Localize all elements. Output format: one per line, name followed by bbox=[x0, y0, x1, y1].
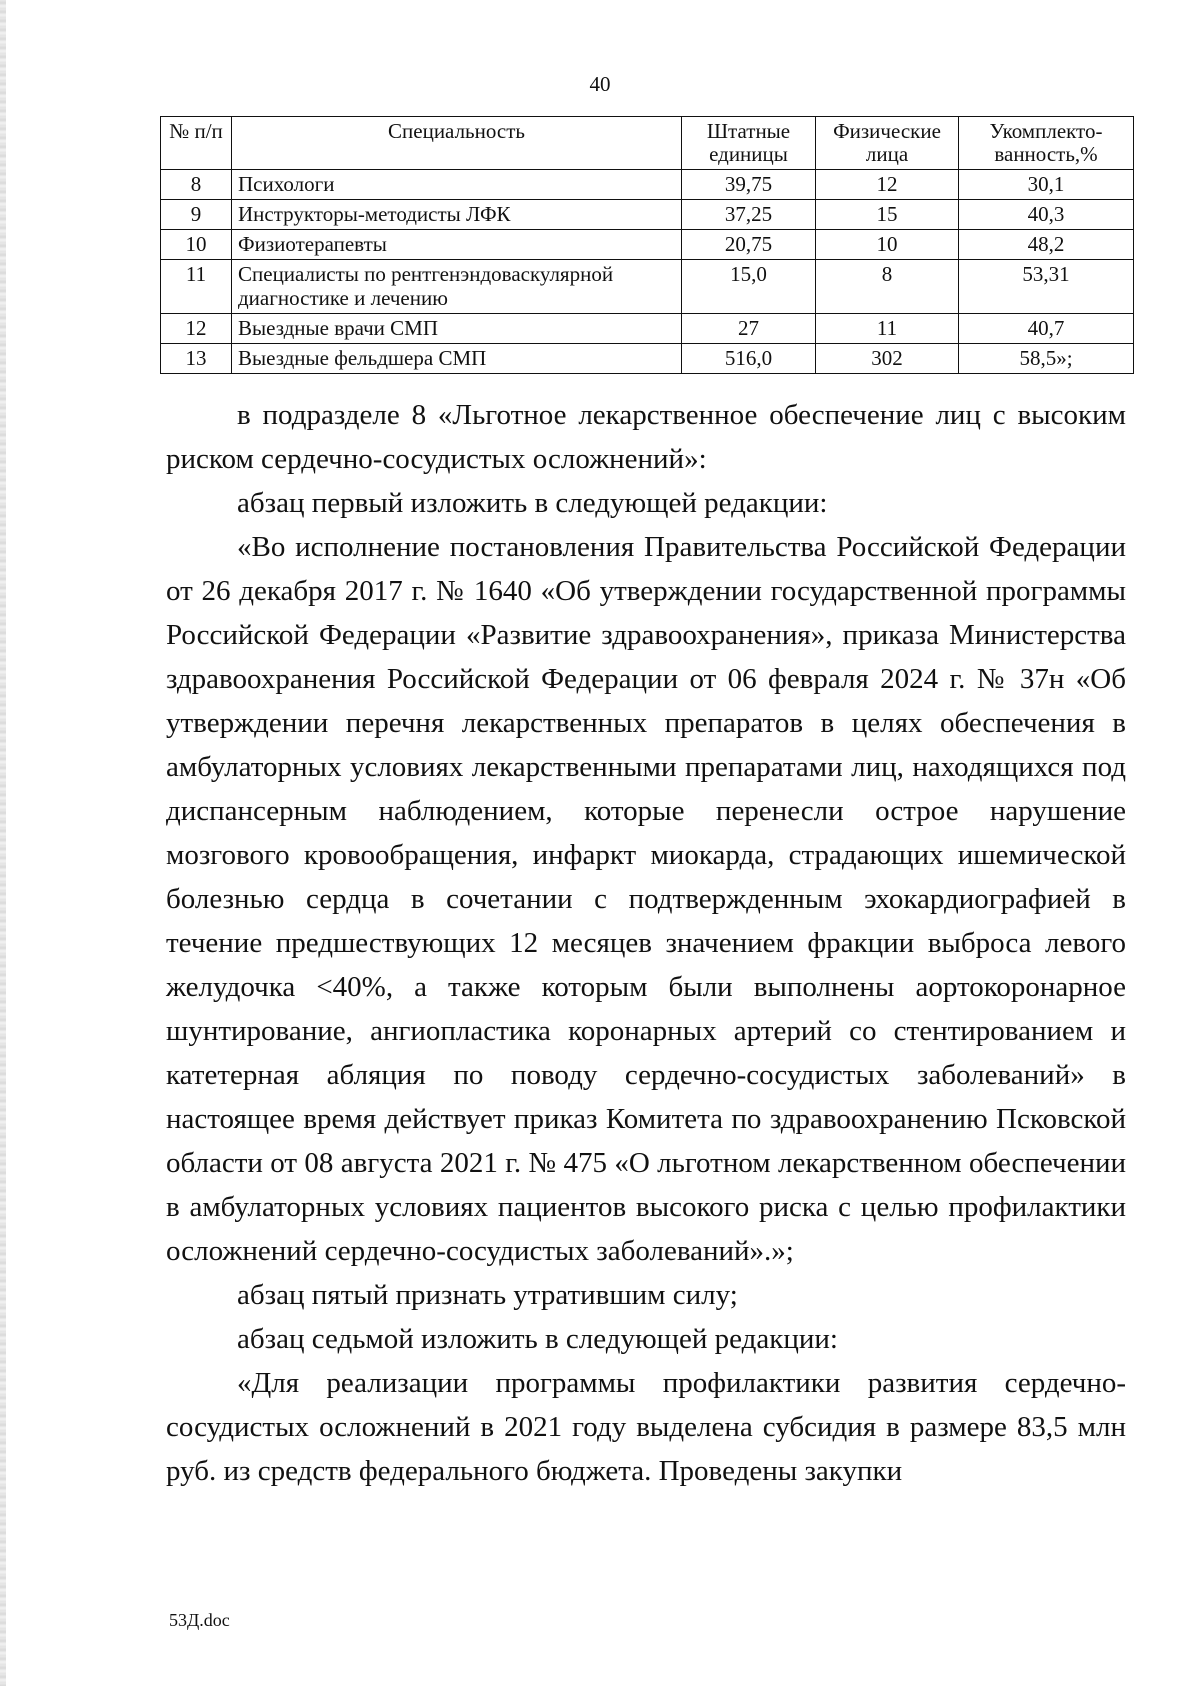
cell-staffing-rate: 53,31 bbox=[959, 260, 1134, 313]
cell-persons: 11 bbox=[816, 313, 959, 343]
header-persons: Физические лица bbox=[816, 117, 959, 170]
paragraph-first-abzac-instruction: абзац первый изложить в следующей редакции: bbox=[237, 487, 828, 519]
cell-number: 8 bbox=[161, 170, 232, 200]
cell-specialty: Выездные врачи СМП bbox=[232, 313, 682, 343]
cell-staff-units: 20,75 bbox=[682, 230, 816, 260]
cell-number: 13 bbox=[161, 343, 232, 373]
cell-number: 12 bbox=[161, 313, 232, 343]
staffing-table bbox=[160, 116, 1134, 374]
paragraph-subsection-intro: в подразделе 8 «Льготное лекарственное обеспечение лиц с высоким риском сердечно-сосудистых осложнений»: bbox=[166, 399, 1126, 475]
cell-persons: 15 bbox=[816, 200, 959, 230]
header-staff-units: Штатные единицы bbox=[682, 117, 816, 170]
cell-specialty: Специалисты по рентгенэндоваскулярной диагностике и лечению bbox=[232, 260, 682, 313]
table-row bbox=[161, 230, 1134, 260]
header-staffing-rate: Укомплекто-ванность,% bbox=[959, 117, 1134, 170]
paragraph-new-wording: «Во исполнение постановления Правительства Российской Федерации от 26 декабря 2017 г. № 1640 «Об утверждении государственной программы Российской Федерации «Развитие здравоохранения», приказа Министерства здравоохранения Российской Федерации от 06 февраля 2024 г. № 37н «Об утверждении перечня лекарственных препаратов в целях обеспечения в амбулаторных условиях лекарственными препаратами лиц, находящихся под диспансерным наблюдением, которые перенесли острое нарушение мозгового кровообращения, инфаркт миокарда, страдающих ишемической болезнью сердца в сочетании с подтвержденным эхокардиографией в течение предшествующих 12 месяцев значением фракции выброса левого желудочка <40%, а также которым были выполнены аортокоронарное шунтирование, ангиопластика коронарных артерий со стентированием и катетерная абляция по поводу сердечно-сосудистых заболеваний» в настоящее время действует приказ Комитета по здравоохранению Псковской области от 08 августа 2021 г. № 475 «О льготном лекарственном обеспечении в амбулаторных условиях пациентов высокого риска с целью профилактики осложнений сердечно-сосудистых заболеваний».»; bbox=[166, 531, 1126, 1267]
cell-number: 9 bbox=[161, 200, 232, 230]
cell-specialty: Выездные фельдшера СМП bbox=[232, 343, 682, 373]
cell-staffing-rate: 40,7 bbox=[959, 313, 1134, 343]
cell-specialty: Физиотерапевты bbox=[232, 230, 682, 260]
table-row bbox=[161, 313, 1134, 343]
table-row bbox=[161, 343, 1134, 373]
cell-staffing-rate: 40,3 bbox=[959, 200, 1134, 230]
table-header-row bbox=[161, 117, 1134, 170]
cell-staff-units: 15,0 bbox=[682, 260, 816, 313]
file-name-footer: 53Д.doc bbox=[169, 1610, 230, 1630]
page-number: 40 bbox=[589, 72, 611, 96]
cell-number: 11 bbox=[161, 260, 232, 313]
cell-specialty: Инструкторы-методисты ЛФК bbox=[232, 200, 682, 230]
cell-persons: 10 bbox=[816, 230, 959, 260]
header-specialty: Специальность bbox=[232, 117, 682, 170]
table-row bbox=[161, 200, 1134, 230]
scan-edge bbox=[0, 0, 6, 1686]
cell-staff-units: 516,0 bbox=[682, 343, 816, 373]
paragraph-seventh-abzac-instruction: абзац седьмой изложить в следующей редакции: bbox=[237, 1323, 838, 1355]
paragraph-fifth-abzac-void: абзац пятый признать утратившим силу; bbox=[237, 1279, 738, 1311]
table-row bbox=[161, 260, 1134, 313]
cell-staffing-rate: 48,2 bbox=[959, 230, 1134, 260]
cell-persons: 8 bbox=[816, 260, 959, 313]
cell-staff-units: 37,25 bbox=[682, 200, 816, 230]
cell-persons: 302 bbox=[816, 343, 959, 373]
cell-number: 10 bbox=[161, 230, 232, 260]
cell-staff-units: 39,75 bbox=[682, 170, 816, 200]
table-row bbox=[161, 170, 1134, 200]
cell-persons: 12 bbox=[816, 170, 959, 200]
cell-staffing-rate: 30,1 bbox=[959, 170, 1134, 200]
header-number: № п/п bbox=[161, 117, 232, 170]
document-body bbox=[166, 393, 1126, 1493]
cell-staffing-rate: 58,5»; bbox=[959, 343, 1134, 373]
cell-specialty: Психологи bbox=[232, 170, 682, 200]
cell-staff-units: 27 bbox=[682, 313, 816, 343]
paragraph-seventh-abzac-text: «Для реализации программы профилактики развития сердечно-сосудистых осложнений в 2021 году выделена субсидия в размере 83,5 млн руб. из средств федерального бюджета. Проведены закупки bbox=[166, 1367, 1126, 1487]
